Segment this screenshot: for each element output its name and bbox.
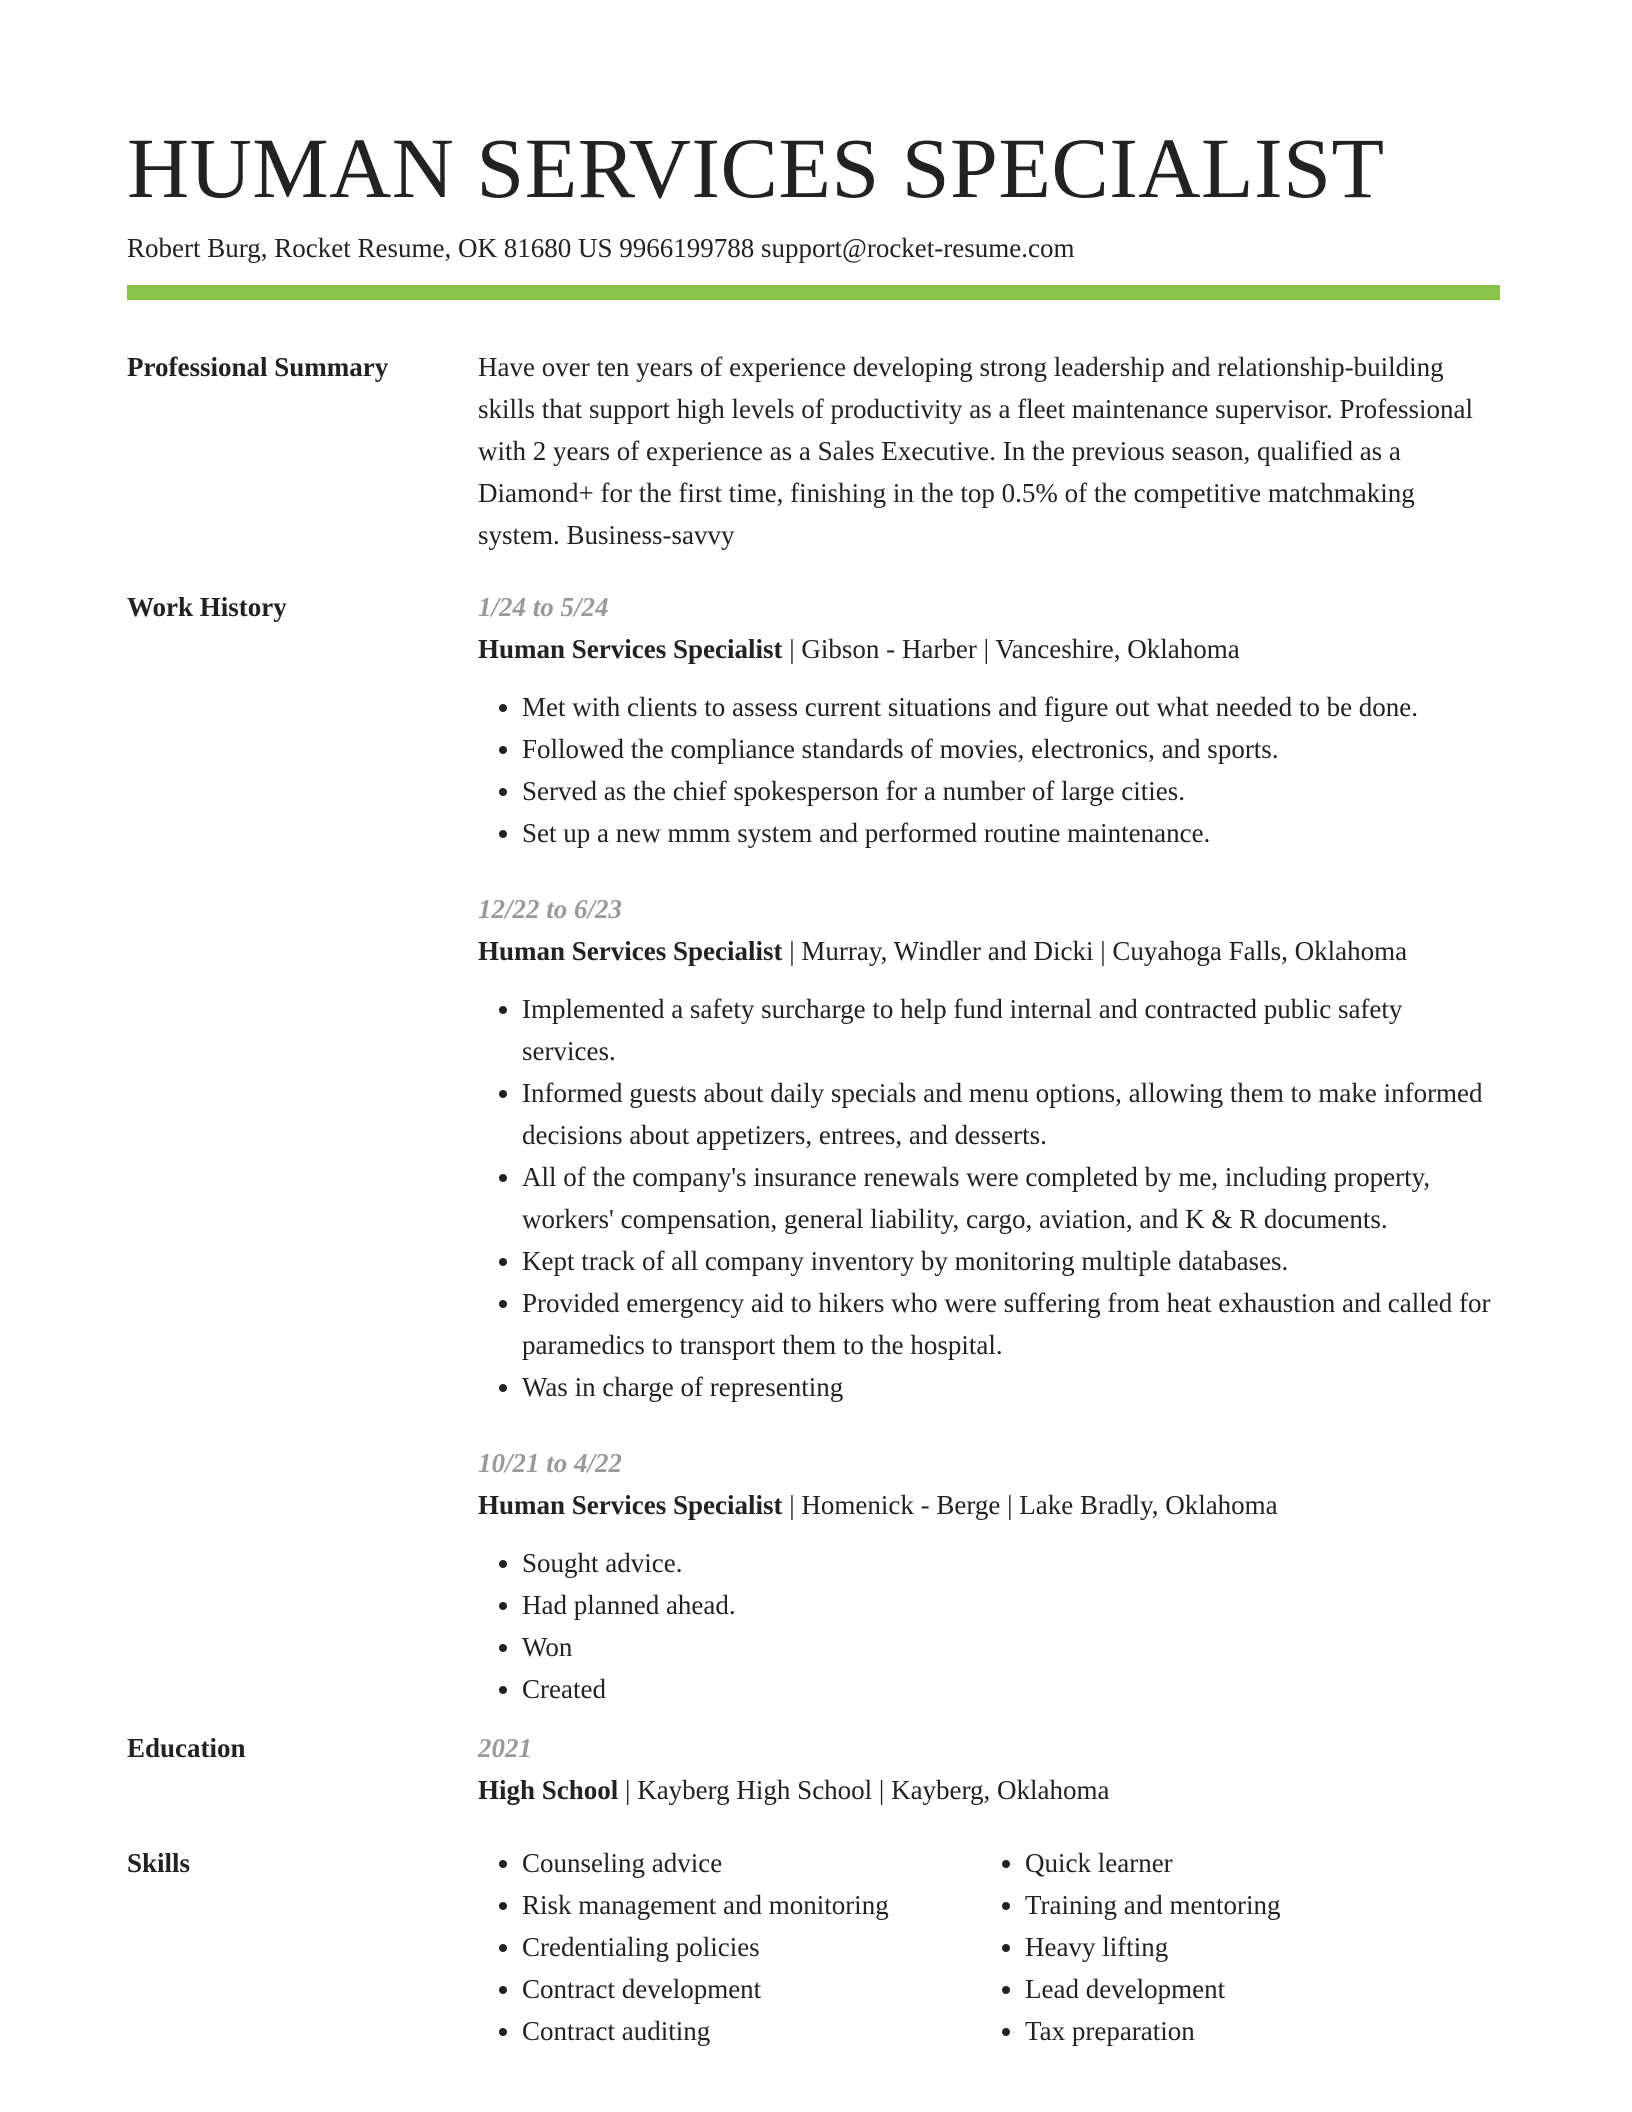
job-dates: 1/24 to 5/24 bbox=[478, 592, 609, 622]
work-history-heading: Work History bbox=[127, 592, 287, 622]
skill-item: • Credentialing policies bbox=[522, 1926, 981, 1968]
job-role-line bbox=[478, 930, 1500, 972]
skills-columns bbox=[478, 1842, 1500, 2052]
job-entry bbox=[478, 888, 1500, 1408]
job-bullets bbox=[478, 686, 1500, 854]
skills-list-left bbox=[478, 1842, 981, 2052]
job-bullet: • Created bbox=[522, 1668, 1500, 1710]
skill-item: • Heavy lifting bbox=[1025, 1926, 1484, 1968]
job-details: | Homenick - Berge | Lake Bradly, Oklahoma bbox=[782, 1490, 1278, 1520]
education-heading: Education bbox=[127, 1733, 246, 1763]
job-details: | Murray, Windler and Dicki | Cuyahoga Falls, Oklahoma bbox=[782, 936, 1408, 966]
education-details: | Kayberg High School | Kayberg, Oklahoma bbox=[618, 1775, 1110, 1805]
work-history-body bbox=[478, 586, 1500, 1744]
job-role-line bbox=[478, 628, 1500, 670]
job-bullet: • Set up a new mmm system and performed routine maintenance. bbox=[522, 812, 1500, 854]
job-bullet: • Was in charge of representing bbox=[522, 1366, 1500, 1408]
skill-item: • Contract auditing bbox=[522, 2010, 981, 2052]
summary-text: Have over ten years of experience developing strong leadership and relationship-building skills that support high levels of productivity as a fleet maintenance supervisor. Professional with 2 years of experience as a Sales Executive. In the previous season, qualified as a Diamond+ for the first time, finishing in the top 0.5% of the competitive matchmaking system. Business-savvy bbox=[478, 352, 1474, 550]
job-bullet: • Informed guests about daily specials and menu options, allowing them to make informed decisions about appetizers, entrees, and desserts. bbox=[522, 1072, 1500, 1156]
summary-body bbox=[478, 346, 1500, 556]
job-bullet: • Had planned ahead. bbox=[522, 1584, 1500, 1626]
header-divider bbox=[127, 285, 1500, 300]
skill-item: • Training and mentoring bbox=[1025, 1884, 1484, 1926]
job-bullet: • All of the company's insurance renewals were completed by me, including property, workers' compensation, general liability, cargo, aviation, and K & R documents. bbox=[522, 1156, 1500, 1240]
education-degree: High School bbox=[478, 1775, 619, 1805]
job-bullet: • Followed the compliance standards of movies, electronics, and sports. bbox=[522, 728, 1500, 770]
job-bullet: • Served as the chief spokesperson for a number of large cities. bbox=[522, 770, 1500, 812]
job-role: Human Services Specialist bbox=[478, 1490, 783, 1520]
skills-list-right bbox=[981, 1842, 1484, 2052]
resume-title: HUMAN SERVICES SPECIALIST bbox=[127, 120, 1385, 216]
education-year: 2021 bbox=[478, 1733, 532, 1763]
job-bullet: • Provided emergency aid to hikers who were suffering from heat exhaustion and called for paramedics to transport them to the hospital. bbox=[522, 1282, 1500, 1366]
education-body bbox=[478, 1727, 1500, 1811]
job-entry bbox=[478, 1442, 1500, 1710]
job-dates: 12/22 to 6/23 bbox=[478, 894, 623, 924]
skill-item: • Quick learner bbox=[1025, 1842, 1484, 1884]
job-role: Human Services Specialist bbox=[478, 634, 783, 664]
job-details: | Gibson - Harber | Vanceshire, Oklahoma bbox=[782, 634, 1240, 664]
contact-line: Robert Burg, Rocket Resume, OK 81680 US 9966199788 support@rocket-resume.com bbox=[127, 233, 1075, 263]
job-bullets bbox=[478, 988, 1500, 1408]
skill-item: • Risk management and monitoring bbox=[522, 1884, 981, 1926]
skills-heading: Skills bbox=[127, 1848, 191, 1878]
skill-item: • Tax preparation bbox=[1025, 2010, 1484, 2052]
job-bullet: • Sought advice. bbox=[522, 1542, 1500, 1584]
skill-item: • Contract development bbox=[522, 1968, 981, 2010]
job-bullet: • Kept track of all company inventory by monitoring multiple databases. bbox=[522, 1240, 1500, 1282]
skill-item: • Counseling advice bbox=[522, 1842, 981, 1884]
job-dates: 10/21 to 4/22 bbox=[478, 1448, 623, 1478]
job-role-line bbox=[478, 1484, 1500, 1526]
summary-heading: Professional Summary bbox=[127, 352, 389, 382]
job-entry bbox=[478, 586, 1500, 854]
job-bullet: • Met with clients to assess current situations and figure out what needed to be done. bbox=[522, 686, 1500, 728]
job-bullet: • Implemented a safety surcharge to help fund internal and contracted public safety services. bbox=[522, 988, 1500, 1072]
job-role: Human Services Specialist bbox=[478, 936, 783, 966]
job-bullet: • Won bbox=[522, 1626, 1500, 1668]
skills-body bbox=[478, 1842, 1500, 2052]
job-bullets bbox=[478, 1542, 1500, 1710]
skill-item: • Lead development bbox=[1025, 1968, 1484, 2010]
education-line bbox=[478, 1769, 1500, 1811]
